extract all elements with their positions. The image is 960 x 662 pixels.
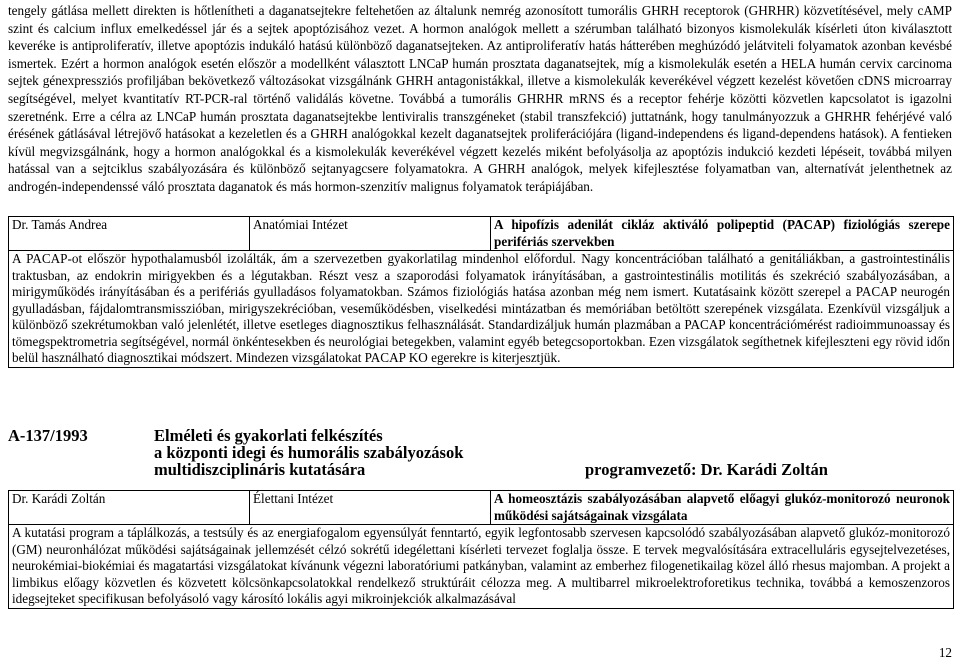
grant-description: A PACAP-ot először hypothalamusból izolálták, ám a szervezetben gyakorlatilag mindenhol előfordul. Nagy koncentrációban található a genitáliákban, a gastrointestinális traktusban, az endokrin mirigyekben és a légutakban. Részt vesz a szaporodási folyamatok irányításában, a gastrointestinális motilitás és szekréció szabályozásában, a mirigyműködés irányításában és a perifériás gyulladásos folyamatokban. Számos fiziológiás hatása azonban még nem ismert. Kutatásaink között szerepel a PACAP neurogén gyulladásban, fájdalomtransmisszióban, mirigyszekrécióban, veseműködésben, viselkedési mintázatban és memóriában betöltött szerepének vizsgálata. Ezenkívül vizsgáljuk a különböző szekrétumokban való jelenlétét, illetve esetleges diagnosztikus felhasználását. Standardizáljuk humán plazmában a PACAP koncentrációmérést radioimmunoassay és tömegspektrometria segítségével, normál önkéntesekben és neurológiai betegekben, valamint egyéb betegcsoportokban. Ezen vizsgálatok segíthetnek kifejleszteni egy rövid időn belül használható diagnosztikai módszert. Mindezen vizsgálatokat PACAP KO egerekre is kiterjesztjük. [9,251,954,368]
page-number: 12 [938,645,952,660]
project-title-line: a központi idegi és humorális szabályozások [154,443,464,462]
grant-description-row [9,525,954,609]
grant-description: A kutatási program a táplálkozás, a testsúly és az energiafogalom egyensúlyát fenntartó, egyik legfontosabb szervesen kapcsolódó szabályozásában alapvető glukóz-monitorozó (GM) neuronhálózat működési sajátságainak jellemzését célzó sokrétű idegélettani kísérleti tervezet foglalja össze. E tervek megvalósítására extracelluláris egysejtelvezetéses, neurokémiai-biokémiai és magatartási vizsgálatokat kívánunk végezni laboratóriumi patkányban, valamint az emberhez filogenetikailag közel álló rhesus majomban. A projekt a limbikus előagy közvetlen és közvetett kölcsönkapcsolatokkal rendelkező struktúráit célozza meg. A multibarrel mikroelektroforetikus technika, továbbá a kemoszenzoros idegsejteket specifikusan befolyásoló vagy károsító lokális agyi mikroinjekciók alkalmazásával [9,525,954,609]
grant-table-2 [8,490,954,609]
grant-header-row [9,217,954,251]
grant-description-row [9,251,954,368]
project-title [154,427,514,478]
project-title-line: Elméleti és gyakorlati felkészítés [154,426,383,445]
researcher-name: Dr. Tamás Andrea [9,217,250,251]
project-title-line: multidiszciplináris kutatására [154,460,366,479]
grant-title: A homeosztázis szabályozásában alapvető előagyi glukóz-monitorozó neuronok működési sajátságainak vizsgálata [491,491,954,525]
project-code: A-137/1993 [8,426,88,445]
intro-paragraph: tengely gátlása mellett direkten is hőtlenítheti a daganatsejtekre feltehetően az általunk nemrég azonosított tumorális GHRH receptorok (GHRHR) közvetítésével, mely cAMP szint és calcium influx emelkedéssel jár és a sejtek apoptózisához vezet. A hormon analógok mellett a szérumban található bizonyos kismolekulák kísérleti úton kiválasztott keveréke is antiproliferatív, illetve apoptózis indukáló hatású különböző daganatsejteken. Az antiproliferatív hatás hátterében meghúzódó jelátviteli folyamatok azonban kevésbé ismertek. Ezért a hormon analógok esetén először a modellként választott LNCaP humán prosztata daganatsejtek, míg a kismolekulák esetén a HELA humán cervix carcinoma sejtek génexpressziós profiljában bekövetkező változásokat vizsgálnánk GHRH antagonistákkal, illetve a kismolekulák keverékével végzett kezelést követően cDNS microarray segítségével, melyet kvantitatív RT-PCR-ral történő validálás követne. Továbbá a tumorális GHRHR mRNS és a receptor fehérje közötti közvetlen kapcsolatot is igazolni szeretnénk. Erre a célra az LNCaP humán prosztata daganatsejtekbe lentiviralis transzgéneket (stabil transzfekció) juttatnánk, hogy tanulmányozzuk a GHRHR fehérjévé való érésének gátlásával létrejövő hatásokat a kezeletlen és a GHRH analógokkal kezelt daganatsejtek proliferációjára (ligand-independens és ligand-dependens hatások). A fentieken kívül megvizsgálnánk, hogy a hormon analógokkal és a kismolekulák keverékével végzett kezelés miként befolyásolja az apoptózis indukció kezdeti lépéseit, továbbá milyen hatással van a sejtciklus szabályozására és különböző sejtanyagcsere folyamatokra. A GHRH analógok, melyek kifejlesztése folyamatban van, alternatívát jelenthetnek az androgén-independenssé váló prosztata daganatok és más hormon-szenzitív malignus folyamatok terápiájában. [8,3,952,194]
researcher-name: Dr. Karádi Zoltán [9,491,250,525]
institute-name: Élettani Intézet [250,491,491,525]
grant-header-row [9,491,954,525]
grant-title: A hipofízis adenilát cikláz aktiváló polipeptid (PACAP) fiziológiás szerepe perifériás szervekben [491,217,954,251]
institute-name: Anatómiai Intézet [250,217,491,251]
grant-table-1 [8,216,954,368]
program-leader: programvezető: Dr. Karádi Zoltán [585,460,828,479]
project-heading [8,426,954,479]
